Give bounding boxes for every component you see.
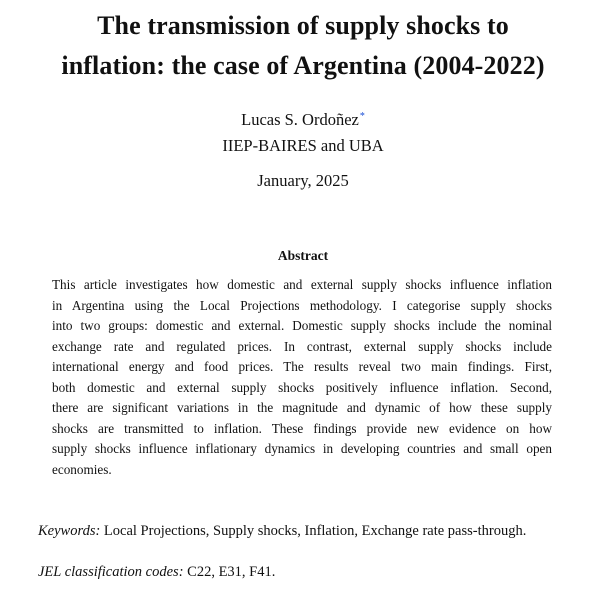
jel-codes <box>38 561 598 583</box>
abstract-line: This article investigates how domestic and external supply shocks influence inflation <box>52 277 552 292</box>
paper-title <box>0 6 606 86</box>
keywords <box>38 520 598 542</box>
jel-label: JEL classification codes: <box>38 564 184 580</box>
abstract-line: exchange rate and regulated prices. In contrast, external supply shocks include <box>52 338 552 354</box>
paper-title-line-2: inflation: the case of Argentina (2004-2022) <box>61 51 545 80</box>
abstract-heading: Abstract <box>277 248 329 263</box>
abstract-line: economies. <box>52 461 112 477</box>
jel-text: C22, E31, F41. <box>187 564 276 580</box>
author-line <box>0 104 606 133</box>
keywords-label: Keywords: <box>38 523 101 539</box>
paper-title-line-1: The transmission of supply shocks to <box>97 11 509 40</box>
abstract-line: in Argentina using the Local Projections methodology. I categorise supply shocks <box>52 297 552 313</box>
abstract-line: into two groups: domestic and external. Domestic supply shocks include the nominal <box>52 318 552 333</box>
abstract-line: there are significant variations in the magnitude and dynamic of how these supply <box>52 400 552 415</box>
author-block <box>0 104 606 159</box>
paper-date: January, 2025 <box>257 171 349 190</box>
abstract-line: both domestic and external supply shocks positively influence inflation. Second, <box>52 379 552 395</box>
abstract-line: supply shocks influence inflationary dynamics in developing countries and small open <box>52 441 552 456</box>
abstract-line: international energy and food prices. The results reveal two main findings. First, <box>52 359 552 374</box>
abstract-body <box>52 275 552 480</box>
author-footnote-link[interactable]: * <box>359 111 365 122</box>
keywords-text: Local Projections, Supply shocks, Inflation, Exchange rate pass-through. <box>103 523 527 539</box>
abstract-line: shocks are transmitted to inflation. These findings provide new evidence on how <box>52 420 552 436</box>
author-affiliation: IIEP-BAIRES and UBA <box>222 136 384 155</box>
author-name: Lucas S. Ordoñez <box>241 110 359 129</box>
